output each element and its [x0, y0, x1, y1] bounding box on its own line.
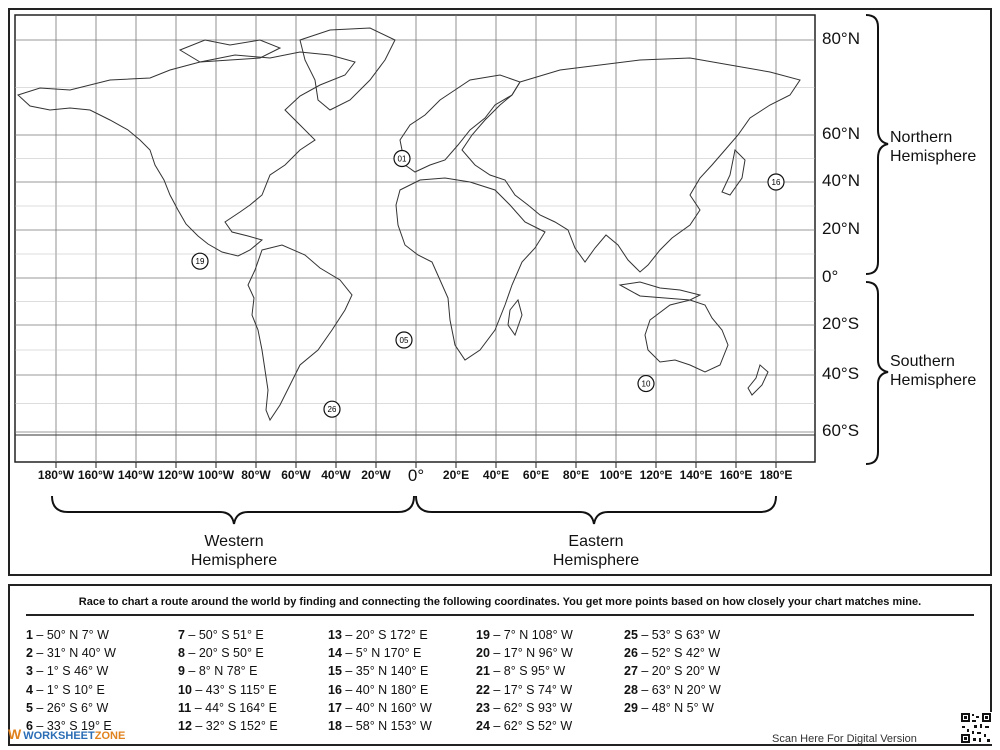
southern-word: Southern [890, 353, 955, 370]
longitude-label-east: 20°E [442, 468, 470, 482]
longitude-label-east: 100°E [599, 468, 633, 482]
coordinate-item [476, 662, 573, 680]
coordinate-value: – 1° S 10° E [32, 682, 105, 697]
coordinate-item [624, 681, 721, 699]
coordinate-column-2 [178, 626, 278, 735]
coordinate-number: 23 [476, 700, 490, 715]
latitude-label: 20°N [822, 219, 860, 238]
coordinate-item [476, 681, 573, 699]
longitude-label-east: 80°E [562, 468, 590, 482]
coordinate-value: – 8° N 78° E [184, 664, 258, 679]
coordinate-number: 11 [178, 700, 192, 715]
marker-label: 26 [327, 405, 337, 415]
marker-label: 10 [641, 379, 651, 389]
longitude-label-east: 180°E [759, 468, 793, 482]
coordinate-item [476, 717, 573, 735]
coordinate-value: – 44° S 164° E [191, 700, 277, 715]
latitude-label: 60°S [822, 421, 860, 440]
marker-label: 05 [399, 336, 409, 345]
coordinate-item [26, 662, 116, 680]
latitude-label: 60°N [822, 124, 860, 143]
coordinate-value: – 32° S 152° E [191, 719, 278, 734]
coordinate-item [26, 699, 116, 717]
coordinate-number: 14 [328, 646, 342, 661]
coordinate-value: – 58° N 153° W [341, 719, 432, 734]
longitude-label-west: 40°W [321, 468, 351, 482]
coordinate-value: – 31° N 40° W [32, 646, 116, 661]
latitude-label: 80°N [822, 29, 860, 48]
coordinate-item [26, 644, 116, 662]
coordinate-value: – 7° N 108° W [489, 628, 573, 642]
coordinate-number: 20 [476, 646, 490, 661]
latitude-label: 40°N [822, 171, 860, 190]
coordinate-item [624, 644, 721, 662]
coordinate-value: – 48° N 5° W [637, 700, 714, 715]
qr-code-icon[interactable] [960, 712, 992, 744]
coordinate-value: – 35° N 140° E [341, 664, 429, 679]
southern-hemisphere-label [890, 352, 976, 390]
route-marker-10 [638, 376, 654, 392]
north-america-outline [18, 52, 355, 256]
marker-label: 01 [397, 154, 407, 164]
coordinate-item [178, 717, 278, 735]
route-markers [192, 151, 784, 418]
coordinates-panel [8, 584, 992, 746]
coordinate-item [476, 626, 573, 644]
coordinate-number: 28 [624, 682, 638, 697]
coordinate-column-5 [624, 626, 721, 717]
coordinate-number: 13 [328, 628, 342, 642]
coordinate-value: – 62° S 93° W [489, 700, 573, 715]
longitude-label-west: 80°W [241, 468, 271, 482]
longitude-label-west: 20°W [361, 468, 391, 482]
africa-outline [396, 178, 545, 360]
coordinate-number: 7 [178, 628, 185, 642]
eastern-hemisphere-label [546, 532, 646, 570]
coordinate-item [476, 699, 573, 717]
asia-outline [462, 58, 800, 272]
northern-hemisphere-word: Hemisphere [890, 148, 977, 165]
coordinate-number: 25 [624, 628, 638, 642]
hemisphere-brackets [52, 15, 888, 524]
longitude-label-west: 120°W [157, 468, 195, 482]
coordinate-number: 27 [624, 664, 638, 679]
coordinate-value: – 33° S 19° E [32, 719, 112, 734]
latitude-label: 20°S [822, 314, 860, 333]
longitude-label-prime: 0° [407, 466, 425, 485]
logo-mark-icon: W [8, 726, 22, 742]
coordinate-number: 3 [26, 664, 33, 679]
coordinate-value: – 5° N 170° E [341, 646, 422, 661]
coordinate-item [328, 644, 432, 662]
new-zealand-outline [748, 365, 768, 395]
coordinate-value: – 20° S 50° E [184, 646, 264, 661]
coordinate-value: – 63° N 20° W [637, 682, 721, 697]
coordinate-number: 16 [328, 682, 342, 697]
coordinate-number: 8 [178, 646, 185, 661]
australia-outline [645, 300, 728, 372]
longitude-label-east: 60°E [522, 468, 550, 482]
coordinate-value: – 50° N 7° W [32, 628, 109, 642]
coordinate-number: 6 [26, 719, 33, 734]
coordinate-value: – 40° N 160° W [341, 700, 432, 715]
longitude-label-east: 140°E [679, 468, 713, 482]
eastern-word: Eastern [568, 533, 624, 550]
instructions-text: Race to chart a route around the world by finding and connecting the following coordinates. You get more points based on how closely your chart matches mine. [78, 596, 922, 608]
coordinate-item [624, 662, 721, 680]
coordinate-value: – 43° S 115° E [191, 682, 277, 697]
route-marker-19 [192, 253, 208, 269]
coordinate-number: 17 [328, 700, 342, 715]
coordinate-number: 18 [328, 719, 342, 734]
coordinate-number: 1 [26, 628, 33, 642]
coordinate-number: 26 [624, 646, 638, 661]
coordinate-value: – 52° S 42° W [637, 646, 721, 661]
coordinate-value: – 50° S 51° E [184, 628, 264, 642]
latitude-label: 0° [822, 267, 839, 286]
marker-label: 19 [195, 257, 205, 267]
coordinate-value: – 17° N 96° W [489, 646, 573, 661]
scan-caption: Scan Here For Digital Version [772, 733, 917, 745]
coordinate-value: – 26° S 6° W [32, 700, 109, 715]
coordinate-item [328, 662, 432, 680]
coordinate-number: 21 [476, 664, 490, 679]
coordinate-number: 9 [178, 664, 185, 679]
coordinate-value: – 40° N 180° E [341, 682, 429, 697]
coordinate-number: 10 [178, 682, 192, 697]
logo-zone-text: ZONE [94, 730, 126, 742]
coordinate-value: – 8° S 95° W [489, 664, 566, 679]
continent-outlines [15, 28, 815, 435]
coordinate-item [178, 662, 278, 680]
route-marker-16 [768, 174, 784, 190]
route-marker-01 [394, 151, 410, 167]
coordinate-value: – 53° S 63° W [637, 628, 721, 642]
longitude-label-west: 100°W [197, 468, 235, 482]
arctic-islands-outline [180, 40, 280, 62]
longitude-label-east: 40°E [482, 468, 510, 482]
coordinate-value: – 20° S 20° W [637, 664, 721, 679]
logo-worksheet-text: WORKSHEET [23, 730, 95, 742]
longitude-label-west: 180°W [37, 468, 75, 482]
northern-word: Northern [890, 129, 953, 146]
coordinate-value: – 20° S 172° E [341, 628, 428, 642]
map-grid [15, 15, 815, 468]
coordinate-item [178, 626, 278, 644]
coordinate-number: 24 [476, 719, 490, 734]
coordinate-number: 29 [624, 700, 638, 715]
coordinate-item [26, 681, 116, 699]
eastern-bracket [416, 496, 776, 524]
northern-hemisphere-label [890, 128, 976, 166]
coordinate-column-3 [328, 626, 432, 735]
coordinate-item [328, 626, 432, 644]
coordinate-item [624, 626, 721, 644]
longitude-label-east: 160°E [719, 468, 753, 482]
coordinate-number: 5 [26, 700, 33, 715]
longitude-label-west: 160°W [77, 468, 115, 482]
coordinate-item [26, 626, 116, 644]
eastern-hemisphere-word: Hemisphere [552, 552, 640, 569]
coordinate-item [328, 699, 432, 717]
coordinate-number: 4 [26, 682, 33, 697]
madagascar-outline [508, 300, 522, 335]
route-marker-26 [324, 401, 340, 417]
southern-bracket [866, 282, 888, 464]
coordinate-value: – 1° S 46° W [32, 664, 109, 679]
map-border [15, 15, 815, 462]
coordinate-item [624, 699, 721, 717]
marker-label: 16 [771, 178, 781, 187]
coordinate-number: 12 [178, 719, 192, 734]
coordinate-item [178, 699, 278, 717]
europe-outline [397, 75, 520, 172]
coordinate-item [328, 681, 432, 699]
coordinate-number: 2 [26, 646, 33, 661]
longitude-label-west: 60°W [281, 468, 311, 482]
western-word: Western [204, 533, 264, 550]
coordinate-number: 15 [328, 664, 342, 679]
instructions-divider [26, 614, 974, 616]
coordinate-item [178, 644, 278, 662]
coordinate-value: – 17° S 74° W [489, 682, 573, 697]
coordinate-item [476, 644, 573, 662]
route-marker-05 [396, 332, 412, 348]
worksheet-zone-logo [8, 726, 125, 742]
coordinate-value: – 62° S 52° W [489, 719, 573, 734]
coordinate-item [328, 717, 432, 735]
coordinate-item [178, 681, 278, 699]
northern-bracket [866, 15, 888, 274]
western-bracket [52, 496, 414, 524]
longitude-label-west: 140°W [117, 468, 155, 482]
longitude-label-east: 120°E [639, 468, 673, 482]
indonesia-outline [620, 282, 700, 300]
western-hemisphere-word: Hemisphere [190, 552, 278, 569]
southern-hemisphere-word: Hemisphere [890, 372, 977, 389]
coordinate-column-1 [26, 626, 116, 735]
coordinate-column-4 [476, 626, 573, 735]
coordinate-number: 19 [476, 628, 490, 642]
western-hemisphere-label [184, 532, 284, 570]
coordinate-number: 22 [476, 682, 490, 697]
latitude-label: 40°S [822, 364, 860, 383]
japan-outline [722, 150, 745, 195]
